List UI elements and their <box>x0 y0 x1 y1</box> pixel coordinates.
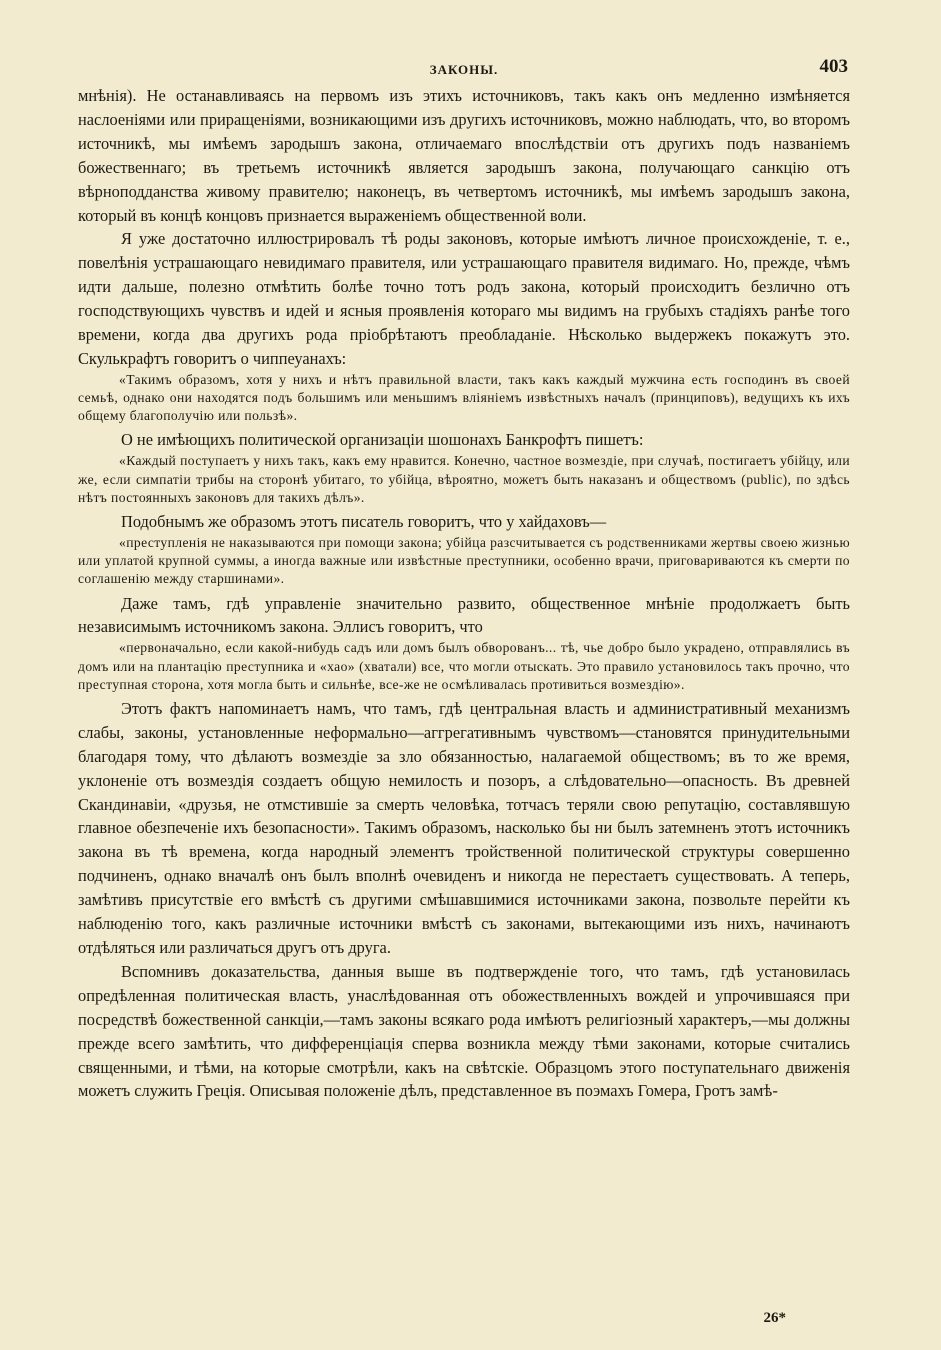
quotation: «Каждый поступаетъ у нихъ такъ, какъ ему нравится. Конечно, частное возмездіе, при случаѣ, постигаетъ убійцу, или же, если симпатіи трибы на сторонѣ убитаго, то убійца, вѣроятно, можетъ быть наказанъ и обществомъ (public), по здѣсь нѣтъ постоянныхъ законовъ для такихъ дѣлъ». <box>78 453 850 505</box>
paragraph: Этотъ фактъ напоминаетъ намъ, что тамъ, гдѣ центральная власть и административный механизмъ слабы, законы, установленные неформально—аггрегативнымъ чувствомъ—становятся принудительными благодаря тому, что дѣлаютъ возмездіе за зло обязанностью, налагаемой обществомъ; въ то же время, уклоненіе отъ возмездія создаетъ общую немилость и позоръ, а слѣдовательно—опасность. Въ древней Скандинавіи, «друзья, не отмстившіе за смерть человѣка, тотчасъ теряли свою репутацію, составлявшую главное обезпеченіе ихъ безопасности». Такимъ образомъ, насколько бы ни былъ затемненъ этотъ источникъ закона въ тѣ времена, когда народный элементъ тройственной политической структуры совершенно подчиненъ, однако вначалѣ онъ былъ вполнѣ очевиденъ и никогда не перестаетъ существовать. А теперь, замѣтивъ присутствіе его вмѣстѣ съ другими смѣшавшимися источниками закона, позвольте перейти къ наблюденію того, какъ различные источники вмѣстѣ съ законами, вытекающими изъ нихъ, начинаютъ отдѣляться или различаться другъ отъ друга. <box>78 698 850 957</box>
body-text <box>78 84 850 1103</box>
printer-signature: 26* <box>763 1310 786 1326</box>
paragraph: О не имѣющихъ политической организаціи шошонахъ Банкрофтъ пишетъ: <box>121 430 644 450</box>
paragraph: мнѣнія). Не останавливаясь на первомъ изъ этихъ источниковъ, такъ какъ онъ медленно измѣняется наслоеніями или приращеніями, возникающими изъ другихъ источниковъ, можно наблюдать, что, во второмъ источникѣ, мы имѣемъ зародышъ закона, отличаемаго впослѣдствіи отъ другихъ подъ названіемъ божественнаго; въ третьемъ источникѣ является зародышъ закона, получающаго санкцію отъ вѣрноподданства живому правителю; наконецъ, въ четвертомъ источникѣ, мы имѣемъ зародышъ закона, который въ концѣ концовъ признается выраженіемъ общественной воли. <box>78 86 850 225</box>
paragraph: Подобнымъ же образомъ этотъ писатель говоритъ, что у хайдаховъ— <box>121 512 607 531</box>
running-title: ЗАКОНЫ. <box>429 62 499 77</box>
page-header <box>78 54 850 84</box>
paragraph: Я уже достаточно иллюстрировалъ тѣ роды законовъ, которые имѣютъ личное происхожденіе, т. е., повелѣнія устрашающаго невидимаго правителя, или устрашающаго правителя видимаго. Но, прежде, чѣмъ идти дальше, полезно отмѣтить болѣе точно тотъ родъ закона, который происходитъ безлично отъ господствующихъ чувствъ и идей и ясныя проявленія котораго мы видимъ на грубыхъ стадіяхъ ранѣе того времени, когда два другихъ рода пріобрѣтаютъ преобладаніе. Нѣсколько выдержекъ покажутъ это. Скулькрафтъ говоритъ о чиппеуанахъ: <box>78 229 850 368</box>
quotation: «первоначально, если какой-нибудь садъ или домъ былъ обворованъ... тѣ, чье добро было украдено, отправлялись въ домъ или на плантацію преступника и «хао» (хватали) все, что могли отыскать. Это правило установилось такъ прочно, что преступная сторона, хотя могла быть и сильнѣе, все-же не осмѣливалась противиться возмездію». <box>78 640 850 692</box>
paragraph: Вспомнивъ доказательства, данныя выше въ подтвержденіе того, что тамъ, гдѣ установилась опредѣленная политическая власть, унаслѣдованная отъ обожествленныхъ вождей и упрочившаяся при посредствѣ божественной санкціи,—тамъ законы всякаго рода имѣютъ религіозный характеръ,—мы должны прежде всего замѣтить, что дифференціація сперва возникла между тѣми законами, которые считались священными, и тѣми, на которые смотрѣли, какъ на свѣтскіе. Образцомъ этого поступательнаго движенія можетъ служить Греція. Описывая положеніе дѣлъ, представленное въ поэмахъ Гомера, Гротъ замѣ- <box>78 961 850 1101</box>
paragraph: Даже тамъ, гдѣ управленіе значительно развито, общественное мнѣніе продолжаетъ быть независимымъ источникомъ закона. Эллисъ говоритъ, что <box>78 593 850 637</box>
quotation: «Такимъ образомъ, хотя у нихъ и нѣтъ правильной власти, такъ какъ каждый мужчина есть господинъ въ своей семьѣ, однако они находятся подъ большимъ или меньшимъ вліяніемъ извѣстныхъ началъ (принциповъ), ведущихъ къ ихъ общему благополучію или пользѣ». <box>78 371 850 424</box>
quotation: «преступленія не наказываются при помощи закона; убійца разсчитывается съ родственниками жертвы своею жизнью или уплатой крупной суммы, а иногда важные или извѣстные преступники, особенно врачи, приговариваются къ смерти по соглашенію между старшинами». <box>78 534 850 587</box>
page-number: 403 <box>819 56 848 77</box>
book-page <box>78 54 850 1339</box>
